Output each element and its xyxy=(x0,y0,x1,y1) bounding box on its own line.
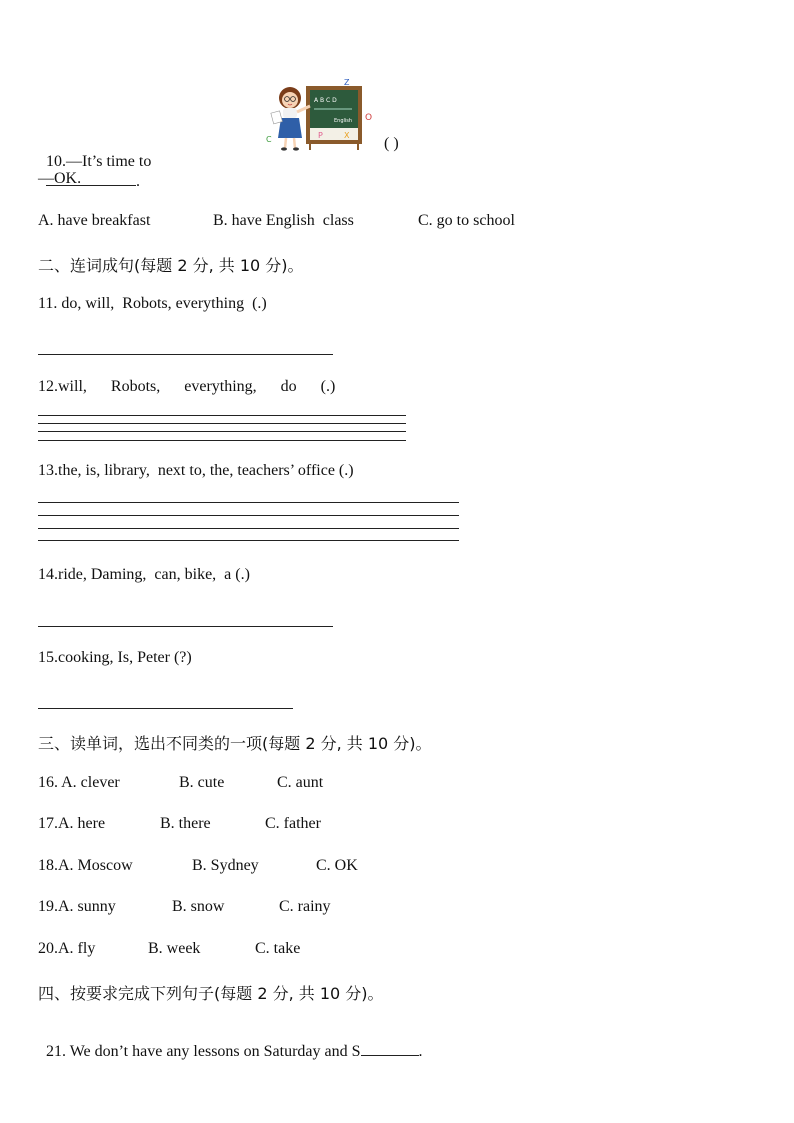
q13-answer-line-4[interactable] xyxy=(38,540,459,541)
q11-answer-line[interactable] xyxy=(38,354,333,355)
q20-option-a[interactable]: 20.A. fly xyxy=(38,940,96,957)
q19-option-b[interactable]: B. snow xyxy=(172,898,225,915)
q16-option-b[interactable]: B. cute xyxy=(179,774,225,791)
q16-option-a[interactable]: 16. A. clever xyxy=(38,774,120,791)
q13-answer-line-3[interactable] xyxy=(38,528,459,529)
q19-option-c[interactable]: C. rainy xyxy=(279,898,331,915)
q12-answer-line-3[interactable] xyxy=(38,431,406,432)
question-12: 12.will, Robots, everything, do (.) xyxy=(38,378,336,395)
q17-option-a[interactable]: 17.A. here xyxy=(38,815,106,832)
section-4-title: 四、按要求完成下列句子(每题 2 分, 共 10 分)。 xyxy=(38,984,384,1003)
section-3-title: 三、读单词，选出不同类的一项(每题 2 分, 共 10 分)。 xyxy=(38,734,432,753)
q21-answer-blank[interactable] xyxy=(361,1041,419,1056)
board-letters: A B C D xyxy=(314,97,337,104)
q16-option-c[interactable]: C. aunt xyxy=(277,774,324,791)
question-14: 14.ride, Daming, can, bike, a (.) xyxy=(38,566,250,583)
q12-answer-line-2[interactable] xyxy=(38,423,406,424)
q10-reply: —OK. xyxy=(38,170,82,187)
q18-option-b[interactable]: B. Sydney xyxy=(192,857,259,874)
q14-answer-line[interactable] xyxy=(38,626,333,627)
question-15: 15.cooking, Is, Peter (?) xyxy=(38,649,192,666)
q20-option-b[interactable]: B. week xyxy=(148,940,201,957)
question-13: 13.the, is, library, next to, the, teachers’ office (.) xyxy=(38,462,354,479)
q12-answer-line-1[interactable] xyxy=(38,415,406,416)
letter-c: C xyxy=(266,135,272,144)
q17-option-b[interactable]: B. there xyxy=(160,815,211,832)
q18-option-a[interactable]: 18.A. Moscow xyxy=(38,857,133,874)
q10-period: . xyxy=(136,173,140,190)
q13-answer-line-2[interactable] xyxy=(38,515,459,516)
letter-p: P xyxy=(318,131,323,140)
q13-answer-line-1[interactable] xyxy=(38,502,459,503)
board-english-label: English xyxy=(334,118,353,124)
q15-answer-line[interactable] xyxy=(38,708,293,709)
section-2-title: 二、连词成句(每题 2 分, 共 10 分)。 xyxy=(38,256,304,275)
question-11: 11. do, will, Robots, everything (.) xyxy=(38,295,267,312)
q10-option-a[interactable]: A. have breakfast xyxy=(38,212,151,229)
q19-option-a[interactable]: 19.A. sunny xyxy=(38,898,116,915)
letter-o: O xyxy=(365,113,373,123)
q20-option-c[interactable]: C. take xyxy=(255,940,301,957)
q21-period: . xyxy=(418,1043,423,1060)
teacher-chalkboard-illustration xyxy=(262,76,378,152)
q12-answer-line-4[interactable] xyxy=(38,440,406,441)
q10-answer-paren[interactable]: ( ) xyxy=(384,135,399,152)
letter-z: Z xyxy=(344,78,350,87)
q18-option-c[interactable]: C. OK xyxy=(316,857,358,874)
q10-option-b[interactable]: B. have English class xyxy=(213,212,354,229)
letter-x: X xyxy=(344,131,350,140)
q10-prompt: 10.—It’s time to xyxy=(46,153,152,170)
question-21 xyxy=(38,1023,423,1061)
q10-option-c[interactable]: C. go to school xyxy=(418,212,515,229)
q17-option-c[interactable]: C. father xyxy=(265,815,321,832)
q21-text: 21. We don’t have any lessons on Saturday and S xyxy=(46,1043,361,1060)
